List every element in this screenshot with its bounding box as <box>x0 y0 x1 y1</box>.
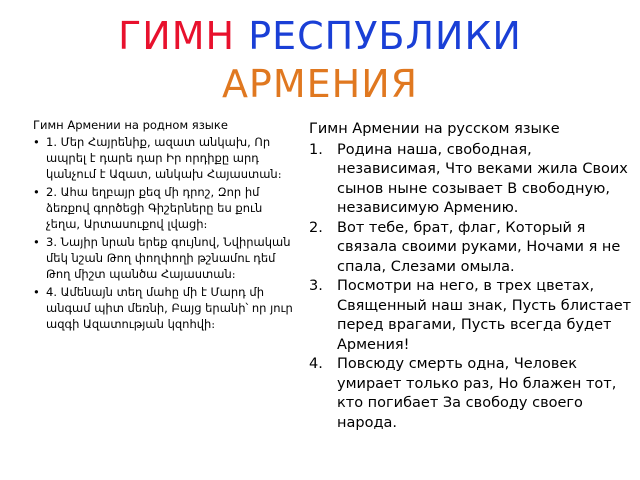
verse-number: 3. <box>309 278 323 294</box>
verse-number: 1. <box>309 141 323 158</box>
verse-text: Повсюду смерть одна, Человек умирает только раз, Но блажен тот, кто погибает За свободу своего народа. <box>337 356 617 431</box>
russian-verse-3 <box>309 277 639 355</box>
page-title <box>0 12 640 108</box>
armenian-verse-1: • 1. Մեր Հայրենիք, ազատ անկախ, Որ ապրել է դարե դար Իր որդիքը արդ կանչում է Ազատ, անկախ Հայաստան։ <box>33 134 298 182</box>
russian-verse-list <box>309 141 639 434</box>
verse-number: 2. <box>309 219 323 236</box>
title-word-anthem: ГИМН <box>118 14 236 58</box>
armenian-verse-2: • 2. Ահա եղբայր քեզ մի դրոշ, Զոր իմ ձեռքով գործեցի Գիշերները ես քուն չեղա, Արտասուքով լվացի։ <box>33 184 298 232</box>
armenian-verse-3: • 3. Նայիր նրան երեք գույնով, Նվիրական մեկ նշան Թող փողփողի թշնամու դեմ Թող միշտ պանծա Հայաստան։ <box>33 234 298 282</box>
armenian-lyrics-heading: Гимн Армении на родном языке <box>33 118 228 132</box>
russian-verse-1 <box>309 141 639 219</box>
russian-lyrics-column <box>309 120 639 433</box>
verse-text: Родина наша, свободная, независимая, Что веками жила Своих сынов ныне созывает В свободную, независимую Армению. <box>337 141 628 216</box>
armenian-lyrics-column <box>33 117 298 334</box>
verse-text: Посмотри на него, в трех цветах, Священный наш знак, Пусть блистает перед врагами, Пусть всегда будет Армения! <box>337 278 632 353</box>
verse-text: Вот тебе, брат, флаг, Который я связала своими руками, Ночами я не спала, Слезами омыла. <box>337 219 621 275</box>
verse-number: 4. <box>309 356 323 372</box>
title-word-armenia: АРМЕНИЯ <box>221 62 419 106</box>
russian-verse-4 <box>309 355 639 433</box>
russian-lyrics-heading: Гимн Армении на русском языке <box>309 121 560 137</box>
russian-verse-2 <box>309 219 639 278</box>
title-word-republic: РЕСПУБЛИКИ <box>248 14 522 58</box>
armenian-verse-4: • 4. Ամենայն տեղ մահը մի է Մարդ մի անգամ պիտ մեռնի, Բայց երանի՝ որ յուր ազգի Ազատության կզոհվի։ <box>33 284 298 332</box>
armenian-verse-list <box>33 134 298 332</box>
